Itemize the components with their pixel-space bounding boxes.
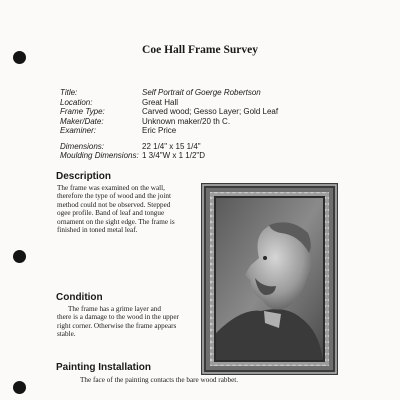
field-dimensions xyxy=(60,142,278,152)
condition-line: there is a damage to the wood in the upper xyxy=(57,313,179,322)
field-label: Moulding Dimensions: xyxy=(60,151,139,160)
condition-heading: Condition xyxy=(56,292,103,303)
document-title: Coe Hall Frame Survey xyxy=(142,44,258,56)
field-location xyxy=(60,98,278,108)
field-label: Examiner: xyxy=(60,126,97,135)
field-value: Unknown maker/20 th C. xyxy=(142,116,231,126)
field-label: Frame Type: xyxy=(60,107,105,116)
description-line: finished in toned metal leaf. xyxy=(57,226,138,235)
field-value: Great Hall xyxy=(142,97,179,107)
field-label: Maker/Date: xyxy=(60,116,104,126)
description-heading: Description xyxy=(56,171,112,182)
description-line: ornament on the sight edge. The frame is xyxy=(57,217,175,226)
installation-heading: Painting Installation xyxy=(56,362,152,373)
field-frame-type xyxy=(60,107,278,117)
condition-line: The frame has a grime layer and xyxy=(68,305,161,313)
condition-line: stable. xyxy=(57,330,76,339)
field-value: Eric Price xyxy=(142,126,177,135)
field-maker-date xyxy=(60,117,278,127)
survey-fields xyxy=(60,88,278,161)
field-value: 22 1/4" x 15 1/4" xyxy=(142,141,201,151)
field-label: Title: xyxy=(60,88,78,97)
description-line: The frame was examined on the wall, xyxy=(57,184,165,192)
description-text xyxy=(57,184,175,234)
binder-hole-middle xyxy=(13,250,26,263)
condition-text xyxy=(57,305,179,339)
framed-portrait-photo xyxy=(201,183,338,375)
description-line: method could not be observed. Stepped xyxy=(57,200,171,209)
condition-line: right corner. Otherwise the frame appears xyxy=(57,321,177,330)
field-value: 1 3/4"W x 1 1/2"D xyxy=(142,151,206,160)
field-label: Location: xyxy=(60,97,93,107)
description-line: therefore the type of wood and the joint xyxy=(57,192,171,201)
binder-hole-bottom xyxy=(13,381,26,394)
field-examiner xyxy=(60,126,278,136)
field-value: Self Portrait of Goerge Robertson xyxy=(142,88,261,97)
portrait-eye xyxy=(263,256,267,260)
field-label: Dimensions: xyxy=(60,141,105,151)
field-value: Carved wood; Gesso Layer; Gold Leaf xyxy=(142,107,279,116)
installation-text: The face of the painting contacts the bare wood rabbet. xyxy=(80,376,239,384)
description-line: ogee profile. Band of leaf and tongue xyxy=(57,209,165,218)
field-title xyxy=(60,88,278,98)
field-moulding-dimensions xyxy=(60,151,278,161)
